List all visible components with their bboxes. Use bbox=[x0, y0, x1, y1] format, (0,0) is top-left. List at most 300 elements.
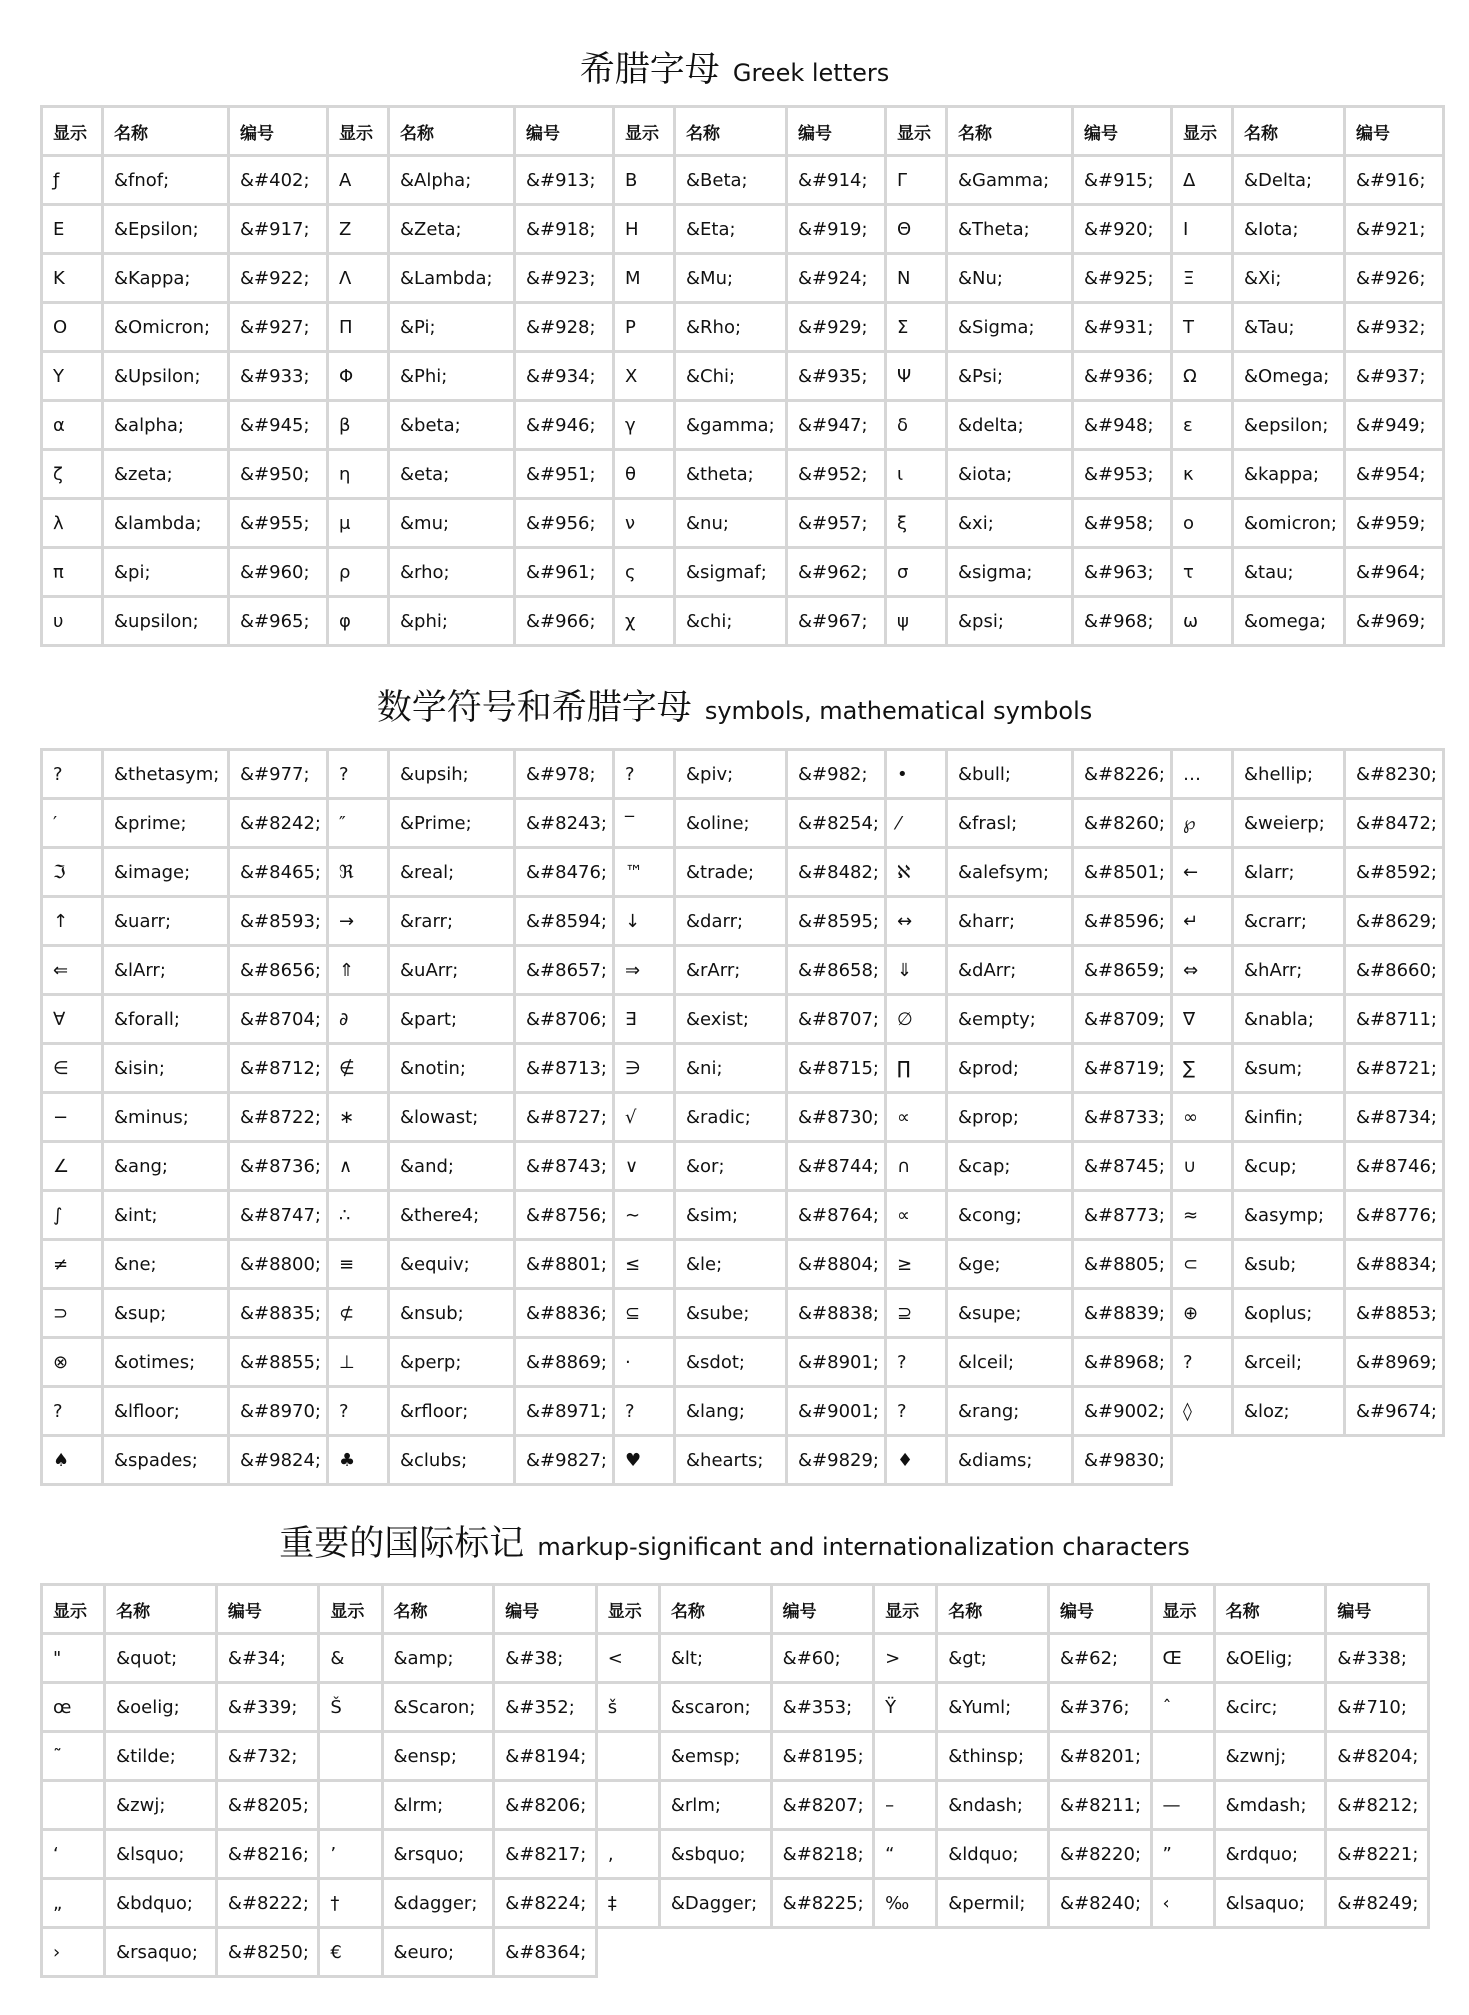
entity-glyph: ⇑ bbox=[328, 946, 389, 995]
entity-glyph: ∴ bbox=[328, 1191, 389, 1240]
entity-glyph: Ε bbox=[42, 205, 103, 254]
entity-name: &Epsilon; bbox=[103, 205, 229, 254]
entity-code: &#8713; bbox=[515, 1044, 614, 1093]
header-display: 显示 bbox=[328, 107, 389, 156]
entity-code: &#8207; bbox=[771, 1781, 873, 1830]
entity-glyph: " bbox=[42, 1634, 105, 1683]
entity-glyph: ♥ bbox=[614, 1436, 675, 1485]
entity-code: &#8593; bbox=[229, 897, 328, 946]
entity-glyph: υ bbox=[42, 597, 103, 646]
entity-glyph: ρ bbox=[328, 548, 389, 597]
entity-glyph: ∅ bbox=[886, 995, 947, 1044]
entity-glyph: ‘ bbox=[42, 1830, 105, 1879]
entity-name: &zeta; bbox=[103, 450, 229, 499]
header-code: 编号 bbox=[515, 107, 614, 156]
entity-name: &Gamma; bbox=[947, 156, 1073, 205]
entity-code: &#8658; bbox=[787, 946, 886, 995]
entity-glyph: ♦ bbox=[886, 1436, 947, 1485]
header-display: 显示 bbox=[874, 1585, 937, 1634]
entity-code: &#8704; bbox=[229, 995, 328, 1044]
entity-code: &#8743; bbox=[515, 1142, 614, 1191]
entity-name: &eta; bbox=[389, 450, 515, 499]
entity-glyph: ◊ bbox=[1172, 1387, 1233, 1436]
entity-glyph: ∉ bbox=[328, 1044, 389, 1093]
entity-code: &#8834; bbox=[1345, 1240, 1444, 1289]
entity-name: &lrm; bbox=[382, 1781, 494, 1830]
header-code: 编号 bbox=[1345, 107, 1444, 156]
entity-glyph: Υ bbox=[42, 352, 103, 401]
entity-code: &#8260; bbox=[1073, 799, 1172, 848]
entity-name: &isin; bbox=[103, 1044, 229, 1093]
entity-code: &#8736; bbox=[229, 1142, 328, 1191]
entity-name: &prod; bbox=[947, 1044, 1073, 1093]
entity-name: &Psi; bbox=[947, 352, 1073, 401]
entity-name: &hellip; bbox=[1233, 750, 1345, 799]
entity-glyph: Ω bbox=[1172, 352, 1233, 401]
entity-glyph: ⇔ bbox=[1172, 946, 1233, 995]
entity-name: &sim; bbox=[675, 1191, 787, 1240]
entity-name: &zwnj; bbox=[1214, 1732, 1326, 1781]
entity-name: &le; bbox=[675, 1240, 787, 1289]
entity-code: &#8206; bbox=[494, 1781, 596, 1830]
entity-code: &#8201; bbox=[1049, 1732, 1151, 1781]
entity-glyph: ∝ bbox=[886, 1093, 947, 1142]
table-row bbox=[42, 548, 1444, 597]
entity-name: &rho; bbox=[389, 548, 515, 597]
entity-name: &part; bbox=[389, 995, 515, 1044]
section-title-en: Greek letters bbox=[732, 59, 890, 87]
entity-glyph: ℑ bbox=[42, 848, 103, 897]
entity-name: &otimes; bbox=[103, 1338, 229, 1387]
table-row bbox=[42, 597, 1444, 646]
entity-code: &#969; bbox=[1345, 597, 1444, 646]
entity-name: &larr; bbox=[1233, 848, 1345, 897]
entity-code: &#8719; bbox=[1073, 1044, 1172, 1093]
entity-code: &#913; bbox=[515, 156, 614, 205]
table-row bbox=[42, 995, 1444, 1044]
entity-code: &#8595; bbox=[787, 897, 886, 946]
entity-code: &#402; bbox=[229, 156, 328, 205]
entity-name: &lambda; bbox=[103, 499, 229, 548]
entity-glyph: ζ bbox=[42, 450, 103, 499]
entity-code: &#916; bbox=[1345, 156, 1444, 205]
entity-name: &image; bbox=[103, 848, 229, 897]
entity-name: &delta; bbox=[947, 401, 1073, 450]
table-row bbox=[42, 1879, 1429, 1928]
entity-glyph: > bbox=[874, 1634, 937, 1683]
header-code: 编号 bbox=[787, 107, 886, 156]
entity-code: &#951; bbox=[515, 450, 614, 499]
entity-glyph: Β bbox=[614, 156, 675, 205]
entity-name: &emsp; bbox=[659, 1732, 771, 1781]
entity-code: &#8364; bbox=[494, 1928, 596, 1977]
entity-code: &#949; bbox=[1345, 401, 1444, 450]
entity-code: &#924; bbox=[787, 254, 886, 303]
entity-name: &cup; bbox=[1233, 1142, 1345, 1191]
entity-glyph: ‹ bbox=[1151, 1879, 1214, 1928]
entity-glyph: ν bbox=[614, 499, 675, 548]
entity-glyph: Π bbox=[328, 303, 389, 352]
entity-glyph: ⇒ bbox=[614, 946, 675, 995]
entity-name: &rfloor; bbox=[389, 1387, 515, 1436]
entity-name: &real; bbox=[389, 848, 515, 897]
entity-name: &Delta; bbox=[1233, 156, 1345, 205]
entity-code: &#8656; bbox=[229, 946, 328, 995]
entity-glyph: Ο bbox=[42, 303, 103, 352]
entity-glyph: ↵ bbox=[1172, 897, 1233, 946]
entity-glyph: ← bbox=[1172, 848, 1233, 897]
entity-name: &dArr; bbox=[947, 946, 1073, 995]
entity-name: &lfloor; bbox=[103, 1387, 229, 1436]
entity-glyph: Λ bbox=[328, 254, 389, 303]
entity-name: &rsquo; bbox=[382, 1830, 494, 1879]
entity-glyph: • bbox=[886, 750, 947, 799]
entity-glyph: → bbox=[328, 897, 389, 946]
entity-glyph: ♣ bbox=[328, 1436, 389, 1485]
header-code: 编号 bbox=[1073, 107, 1172, 156]
entity-glyph: ∝ bbox=[886, 1191, 947, 1240]
entity-code: &#933; bbox=[229, 352, 328, 401]
entity-glyph: ∪ bbox=[1172, 1142, 1233, 1191]
entity-glyph: γ bbox=[614, 401, 675, 450]
table-row bbox=[42, 1928, 1429, 1977]
entity-glyph: ⊗ bbox=[42, 1338, 103, 1387]
entity-code: &#8835; bbox=[229, 1289, 328, 1338]
entity-name: &rsaquo; bbox=[105, 1928, 217, 1977]
entity-name: &tilde; bbox=[105, 1732, 217, 1781]
entity-name: &ensp; bbox=[382, 1732, 494, 1781]
entity-glyph: Δ bbox=[1172, 156, 1233, 205]
empty-cell bbox=[596, 1928, 659, 1977]
entity-glyph: ? bbox=[614, 750, 675, 799]
empty-cell bbox=[771, 1928, 873, 1977]
entity-glyph: Ÿ bbox=[874, 1683, 937, 1732]
entity-code: &#8734; bbox=[1345, 1093, 1444, 1142]
entity-glyph: ∀ bbox=[42, 995, 103, 1044]
entity-glyph: ˜ bbox=[42, 1732, 105, 1781]
entity-code: &#920; bbox=[1073, 205, 1172, 254]
entity-name: &euro; bbox=[382, 1928, 494, 1977]
entity-glyph: κ bbox=[1172, 450, 1233, 499]
entity-name: &Tau; bbox=[1233, 303, 1345, 352]
entity-code: &#8482; bbox=[787, 848, 886, 897]
entity-name: &Sigma; bbox=[947, 303, 1073, 352]
entity-name: &cong; bbox=[947, 1191, 1073, 1240]
entity-code: &#967; bbox=[787, 597, 886, 646]
entity-code: &#937; bbox=[1345, 352, 1444, 401]
entity-code: &#8220; bbox=[1049, 1830, 1151, 1879]
entity-code: &#8839; bbox=[1073, 1289, 1172, 1338]
entity-glyph: ∩ bbox=[886, 1142, 947, 1191]
entity-glyph: ∫ bbox=[42, 1191, 103, 1240]
header-code: 编号 bbox=[229, 107, 328, 156]
entity-glyph: ⁄ bbox=[886, 799, 947, 848]
entity-name: &Yuml; bbox=[937, 1683, 1049, 1732]
entity-glyph: ↓ bbox=[614, 897, 675, 946]
entity-glyph: Χ bbox=[614, 352, 675, 401]
section-title-zh: 希腊字母 bbox=[579, 50, 720, 90]
entity-code: &#8853; bbox=[1345, 1289, 1444, 1338]
entity-code: &#8629; bbox=[1345, 897, 1444, 946]
entity-name: &infin; bbox=[1233, 1093, 1345, 1142]
entity-name: &sum; bbox=[1233, 1044, 1345, 1093]
entity-name: &int; bbox=[103, 1191, 229, 1240]
entity-code: &#968; bbox=[1073, 597, 1172, 646]
entity-glyph: ↔ bbox=[886, 897, 947, 946]
entity-glyph: „ bbox=[42, 1879, 105, 1928]
entity-code: &#9827; bbox=[515, 1436, 614, 1485]
entity-glyph: μ bbox=[328, 499, 389, 548]
entity-glyph: ∑ bbox=[1172, 1044, 1233, 1093]
entity-code: &#338; bbox=[1326, 1634, 1429, 1683]
entity-glyph bbox=[596, 1781, 659, 1830]
entity-name: &Dagger; bbox=[659, 1879, 771, 1928]
entity-code: &#8657; bbox=[515, 946, 614, 995]
entity-name: &alpha; bbox=[103, 401, 229, 450]
section-title-zh: 数学符号和希腊字母 bbox=[376, 688, 692, 728]
entity-glyph: Η bbox=[614, 205, 675, 254]
entity-glyph: √ bbox=[614, 1093, 675, 1142]
entity-glyph bbox=[1151, 1732, 1214, 1781]
entity-name: &cap; bbox=[947, 1142, 1073, 1191]
entity-code: &#8776; bbox=[1345, 1191, 1444, 1240]
entity-code: &#950; bbox=[229, 450, 328, 499]
entity-glyph: “ bbox=[874, 1830, 937, 1879]
entity-glyph: Ψ bbox=[886, 352, 947, 401]
entity-name: &lceil; bbox=[947, 1338, 1073, 1387]
empty-cell bbox=[874, 1928, 937, 1977]
entity-code: &#926; bbox=[1345, 254, 1444, 303]
entity-glyph: χ bbox=[614, 597, 675, 646]
entity-name: &tau; bbox=[1233, 548, 1345, 597]
header-display: 显示 bbox=[886, 107, 947, 156]
entity-glyph: Θ bbox=[886, 205, 947, 254]
entity-code: &#8709; bbox=[1073, 995, 1172, 1044]
section-title-en: markup-significant and internationalization characters bbox=[537, 1533, 1190, 1561]
entity-name: &thinsp; bbox=[937, 1732, 1049, 1781]
markup-characters-table bbox=[40, 1583, 1430, 1978]
table-row bbox=[42, 1830, 1429, 1879]
entity-glyph: ℵ bbox=[886, 848, 947, 897]
entity-name: &Rho; bbox=[675, 303, 787, 352]
entity-name: &rarr; bbox=[389, 897, 515, 946]
entity-name: &Upsilon; bbox=[103, 352, 229, 401]
entity-code: &#917; bbox=[229, 205, 328, 254]
table-row bbox=[42, 848, 1444, 897]
entity-code: &#8660; bbox=[1345, 946, 1444, 995]
entity-code: &#8243; bbox=[515, 799, 614, 848]
entity-code: &#929; bbox=[787, 303, 886, 352]
header-display: 显示 bbox=[42, 1585, 105, 1634]
entity-code: &#8804; bbox=[787, 1240, 886, 1289]
entity-name: &rceil; bbox=[1233, 1338, 1345, 1387]
entity-name: &Prime; bbox=[389, 799, 515, 848]
entity-glyph: ? bbox=[614, 1387, 675, 1436]
entity-glyph: ⊃ bbox=[42, 1289, 103, 1338]
header-row bbox=[42, 107, 1444, 156]
entity-glyph: ™ bbox=[614, 848, 675, 897]
entity-code: &#8224; bbox=[494, 1879, 596, 1928]
entity-code: &#9001; bbox=[787, 1387, 886, 1436]
entity-code: &#8706; bbox=[515, 995, 614, 1044]
entity-code: &#8805; bbox=[1073, 1240, 1172, 1289]
entity-name: &supe; bbox=[947, 1289, 1073, 1338]
entity-glyph: Σ bbox=[886, 303, 947, 352]
entity-code: &#9830; bbox=[1073, 1436, 1172, 1485]
entity-name: &mu; bbox=[389, 499, 515, 548]
entity-name: &scaron; bbox=[659, 1683, 771, 1732]
entity-code: &#8221; bbox=[1326, 1830, 1429, 1879]
entity-code: &#8594; bbox=[515, 897, 614, 946]
entity-name: &loz; bbox=[1233, 1387, 1345, 1436]
entity-glyph: ⊕ bbox=[1172, 1289, 1233, 1338]
entity-name: &permil; bbox=[937, 1879, 1049, 1928]
table-row bbox=[42, 1387, 1444, 1436]
entity-name: &upsilon; bbox=[103, 597, 229, 646]
entity-name: &uarr; bbox=[103, 897, 229, 946]
entity-name: &diams; bbox=[947, 1436, 1073, 1485]
header-name: 名称 bbox=[947, 107, 1073, 156]
header-display: 显示 bbox=[319, 1585, 382, 1634]
entity-code: &#9829; bbox=[787, 1436, 886, 1485]
entity-name: &chi; bbox=[675, 597, 787, 646]
entity-code: &#914; bbox=[787, 156, 886, 205]
table-row bbox=[42, 897, 1444, 946]
entity-code: &#8764; bbox=[787, 1191, 886, 1240]
entity-glyph: ↑ bbox=[42, 897, 103, 946]
entity-glyph: ‾ bbox=[614, 799, 675, 848]
entity-glyph: ˆ bbox=[1151, 1683, 1214, 1732]
entity-code: &#961; bbox=[515, 548, 614, 597]
entity-name: &pi; bbox=[103, 548, 229, 597]
entity-name: &zwj; bbox=[105, 1781, 217, 1830]
header-name: 名称 bbox=[1214, 1585, 1326, 1634]
table-row bbox=[42, 1289, 1444, 1338]
header-name: 名称 bbox=[675, 107, 787, 156]
table-row bbox=[42, 1191, 1444, 1240]
entity-code: &#8204; bbox=[1326, 1732, 1429, 1781]
entity-glyph: Ν bbox=[886, 254, 947, 303]
entity-name: &trade; bbox=[675, 848, 787, 897]
entity-name: &weierp; bbox=[1233, 799, 1345, 848]
entity-glyph bbox=[596, 1732, 659, 1781]
entity-glyph: Α bbox=[328, 156, 389, 205]
entity-name: &exist; bbox=[675, 995, 787, 1044]
entity-name: &Alpha; bbox=[389, 156, 515, 205]
entity-code: &#945; bbox=[229, 401, 328, 450]
entity-code: &#8901; bbox=[787, 1338, 886, 1387]
table-row bbox=[42, 1683, 1429, 1732]
entity-code: &#352; bbox=[494, 1683, 596, 1732]
entity-glyph: ⊥ bbox=[328, 1338, 389, 1387]
entity-glyph: ∇ bbox=[1172, 995, 1233, 1044]
entity-name: &beta; bbox=[389, 401, 515, 450]
entity-glyph: ∂ bbox=[328, 995, 389, 1044]
entity-code: &#915; bbox=[1073, 156, 1172, 205]
entity-name: &phi; bbox=[389, 597, 515, 646]
entity-code: &#353; bbox=[771, 1683, 873, 1732]
section-title-en: symbols, mathematical symbols bbox=[704, 697, 1093, 725]
entity-code: &#8733; bbox=[1073, 1093, 1172, 1142]
entity-name: &rang; bbox=[947, 1387, 1073, 1436]
entity-code: &#8711; bbox=[1345, 995, 1444, 1044]
entity-name: &gt; bbox=[937, 1634, 1049, 1683]
entity-code: &#8659; bbox=[1073, 946, 1172, 995]
entity-code: &#8218; bbox=[771, 1830, 873, 1879]
entity-name: &circ; bbox=[1214, 1683, 1326, 1732]
entity-glyph: ∗ bbox=[328, 1093, 389, 1142]
entity-code: &#8715; bbox=[787, 1044, 886, 1093]
entity-glyph: Μ bbox=[614, 254, 675, 303]
entity-glyph bbox=[42, 1781, 105, 1830]
entity-name: &lowast; bbox=[389, 1093, 515, 1142]
entity-name: &notin; bbox=[389, 1044, 515, 1093]
table-row bbox=[42, 750, 1444, 799]
entity-code: &#8707; bbox=[787, 995, 886, 1044]
entity-name: &sigma; bbox=[947, 548, 1073, 597]
header-code: 编号 bbox=[494, 1585, 596, 1634]
entity-glyph: Κ bbox=[42, 254, 103, 303]
table-row bbox=[42, 1142, 1444, 1191]
entity-glyph: ≈ bbox=[1172, 1191, 1233, 1240]
entity-name: &nu; bbox=[675, 499, 787, 548]
entity-name: &Omega; bbox=[1233, 352, 1345, 401]
header-name: 名称 bbox=[937, 1585, 1049, 1634]
entity-name: &sup; bbox=[103, 1289, 229, 1338]
entity-glyph: ⊂ bbox=[1172, 1240, 1233, 1289]
entity-name: &psi; bbox=[947, 597, 1073, 646]
table-row bbox=[42, 1634, 1429, 1683]
entity-name: &omega; bbox=[1233, 597, 1345, 646]
entity-name: &Beta; bbox=[675, 156, 787, 205]
entity-name: &theta; bbox=[675, 450, 787, 499]
entity-code: &#964; bbox=[1345, 548, 1444, 597]
entity-glyph: ψ bbox=[886, 597, 947, 646]
entity-code: &#376; bbox=[1049, 1683, 1151, 1732]
entity-name: &crarr; bbox=[1233, 897, 1345, 946]
entity-glyph: ‚ bbox=[596, 1830, 659, 1879]
entity-name: &oplus; bbox=[1233, 1289, 1345, 1338]
entity-code: &#8727; bbox=[515, 1093, 614, 1142]
entity-code: &#921; bbox=[1345, 205, 1444, 254]
entity-code: &#8216; bbox=[216, 1830, 318, 1879]
entity-code: &#963; bbox=[1073, 548, 1172, 597]
entity-code: &#8968; bbox=[1073, 1338, 1172, 1387]
entity-glyph: < bbox=[596, 1634, 659, 1683]
header-name: 名称 bbox=[659, 1585, 771, 1634]
entity-name: &Lambda; bbox=[389, 254, 515, 303]
entity-glyph: ε bbox=[1172, 401, 1233, 450]
table-row bbox=[42, 946, 1444, 995]
entity-name: &sub; bbox=[1233, 1240, 1345, 1289]
entity-code: &#8205; bbox=[216, 1781, 318, 1830]
entity-glyph: š bbox=[596, 1683, 659, 1732]
entity-code: &#8472; bbox=[1345, 799, 1444, 848]
entity-name: &upsih; bbox=[389, 750, 515, 799]
entity-code: &#8240; bbox=[1049, 1879, 1151, 1928]
entity-name: &ldquo; bbox=[937, 1830, 1049, 1879]
table-row bbox=[42, 401, 1444, 450]
entity-glyph: ∞ bbox=[1172, 1093, 1233, 1142]
entity-code: &#8217; bbox=[494, 1830, 596, 1879]
entity-name: &quot; bbox=[105, 1634, 217, 1683]
entity-glyph: ≡ bbox=[328, 1240, 389, 1289]
entity-code: &#928; bbox=[515, 303, 614, 352]
entity-name: &epsilon; bbox=[1233, 401, 1345, 450]
entity-glyph: ≥ bbox=[886, 1240, 947, 1289]
entity-glyph: Τ bbox=[1172, 303, 1233, 352]
entity-code: &#8773; bbox=[1073, 1191, 1172, 1240]
